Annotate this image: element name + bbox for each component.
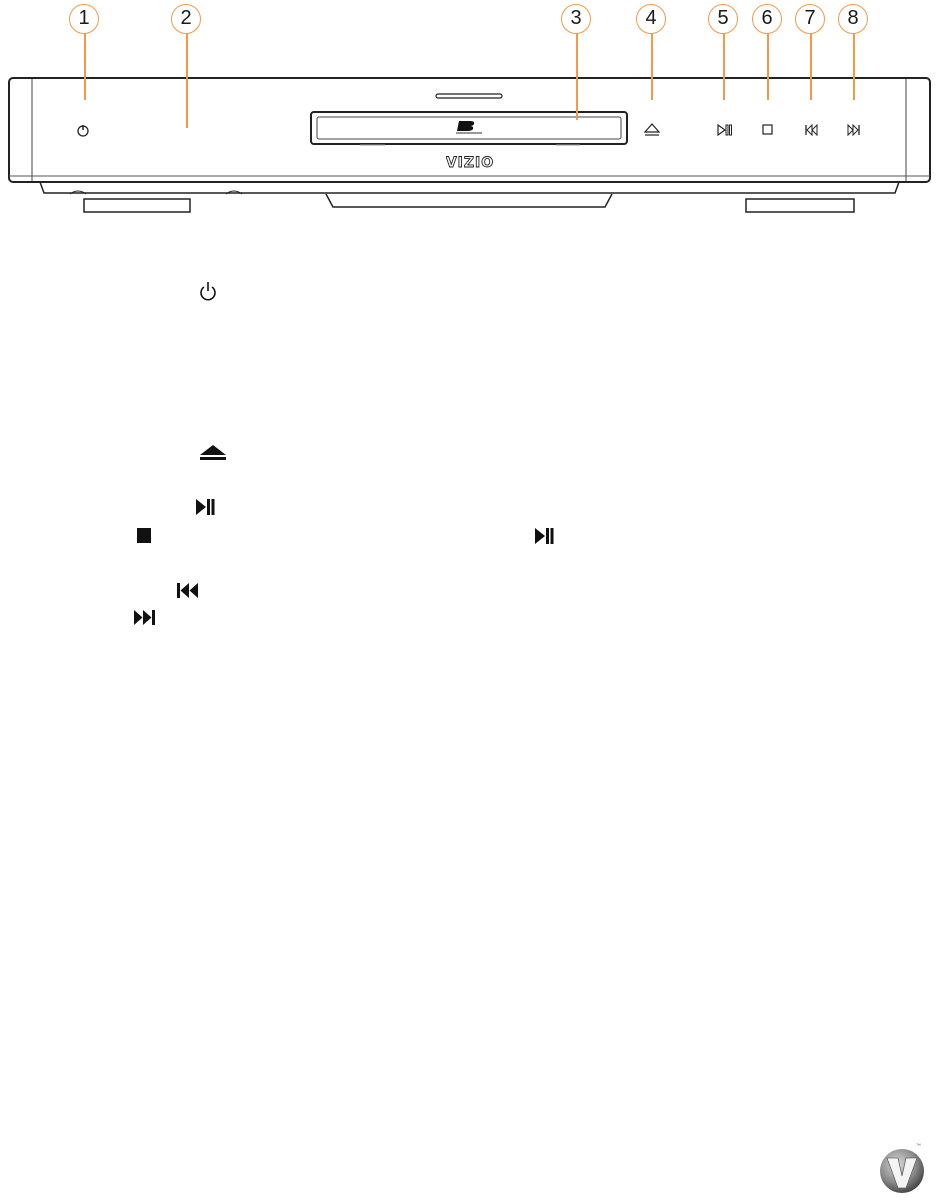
- display-window: [436, 94, 502, 98]
- next-icon: [133, 609, 157, 626]
- play-pause-icon: [195, 498, 215, 517]
- callout-7: 7: [795, 4, 825, 34]
- brand-wordmark-art: [446, 154, 494, 170]
- brand-wordmark: [446, 154, 494, 170]
- eject-icon: [197, 444, 230, 462]
- svg-text:VIZIO: VIZIO: [446, 155, 494, 170]
- left-foot: [84, 199, 190, 212]
- front-panel-diagram: [0, 0, 937, 225]
- center-foot: [326, 194, 612, 207]
- player-front-drawing: [0, 0, 937, 225]
- callout-2: 2: [171, 4, 201, 34]
- power-icon: [199, 280, 217, 302]
- callout-4: 4: [636, 4, 666, 34]
- right-foot: [746, 199, 854, 212]
- callout-8: 8: [838, 4, 868, 34]
- callout-5: 5: [708, 4, 738, 34]
- vizio-v-logo: [879, 1146, 925, 1196]
- play-pause-icon-inline: [534, 527, 554, 546]
- previous-icon: [176, 582, 200, 599]
- callout-6: 6: [752, 4, 782, 34]
- trademark-mark: ™: [916, 1143, 921, 1149]
- callout-3: 3: [561, 4, 591, 34]
- callout-1: 1: [69, 4, 99, 34]
- stop-icon: [136, 527, 152, 544]
